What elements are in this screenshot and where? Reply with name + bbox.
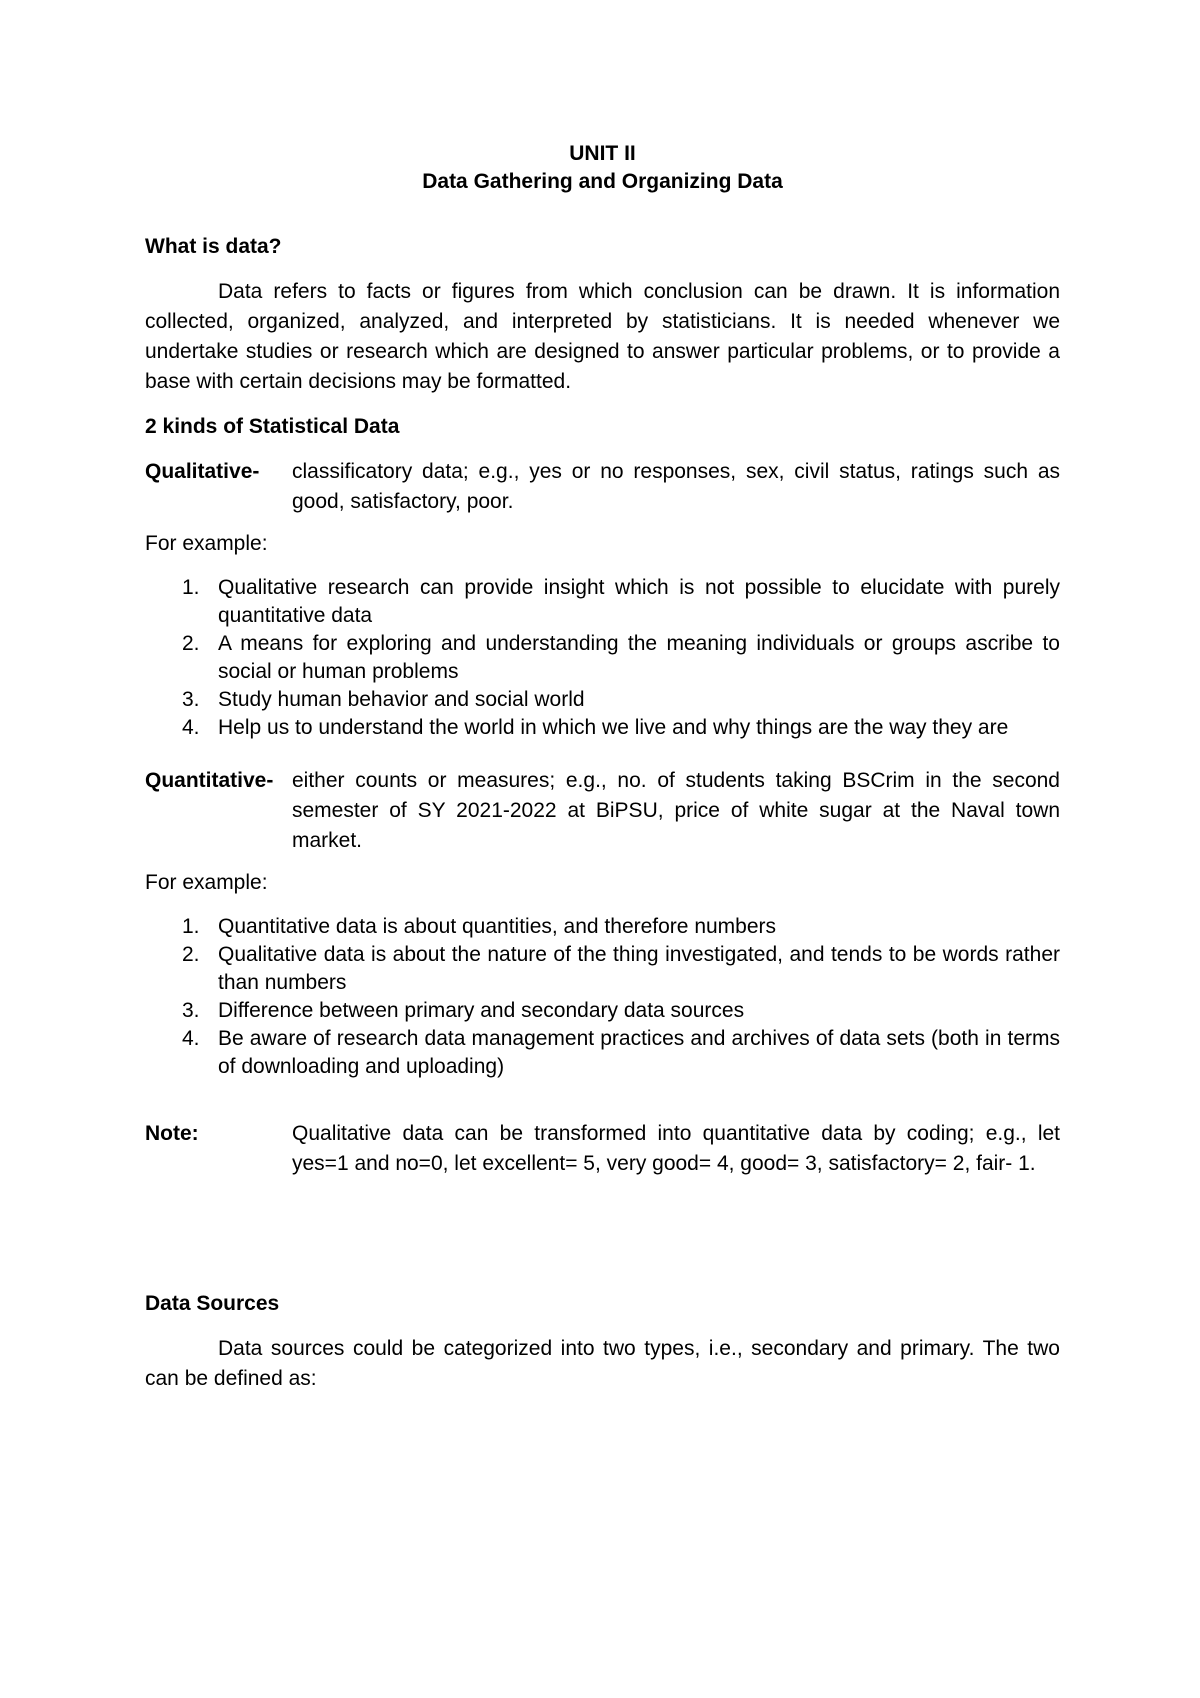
what-is-data-heading: What is data? <box>145 235 282 258</box>
list-number: 1. <box>182 576 200 599</box>
document-page <box>145 140 1060 1394</box>
note-term: Note: <box>145 1122 199 1145</box>
list-item-text: Qualitative data is about the nature of the thing investigated, and tends to be words rather than numbers <box>218 943 1060 994</box>
list-item-text: Qualitative research can provide insight which is not possible to elucidate with purely quantitative data <box>218 576 1060 627</box>
qualitative-text: classificatory data; e.g., yes or no responses, sex, civil status, ratings such as good, satisfactory, poor. <box>292 460 1060 513</box>
qualitative-examples-list <box>145 574 1060 742</box>
what-is-data-paragraph: Data refers to facts or figures from which conclusion can be drawn. It is information collected, organized, analyzed, and interpreted by statisticians. It is needed whenever we undertake studies or research which are designed to answer particular problems, or to provide a base with certain decisions may be formatted. <box>145 280 1060 393</box>
list-item <box>145 941 1060 997</box>
quantitative-term: Quantitative- <box>145 769 274 792</box>
kinds-heading: 2 kinds of Statistical Data <box>145 415 400 438</box>
list-number: 2. <box>182 632 200 655</box>
list-item <box>145 686 1060 714</box>
list-item <box>145 574 1060 630</box>
note-text: Qualitative data can be transformed into quantitative data by coding; e.g., let yes=1 and no=0, let excellent= 5, very good= 4, good= 3, satisfactory= 2, fair- 1. <box>292 1122 1060 1175</box>
list-item-text: Difference between primary and secondary data sources <box>218 999 745 1022</box>
list-number: 2. <box>182 943 200 966</box>
list-number: 1. <box>182 915 200 938</box>
unit-title: UNIT II <box>569 142 636 165</box>
list-item-text: Help us to understand the world in which we live and why things are the way they are <box>218 716 1009 739</box>
list-item <box>145 714 1060 742</box>
data-sources-paragraph: Data sources could be categorized into two types, i.e., secondary and primary. The two can be defined as: <box>145 1337 1060 1390</box>
list-number: 3. <box>182 688 200 711</box>
list-item <box>145 997 1060 1025</box>
list-item-text: Quantitative data is about quantities, and therefore numbers <box>218 915 777 938</box>
note-block <box>145 1119 1060 1179</box>
unit-subtitle: Data Gathering and Organizing Data <box>422 170 783 193</box>
quantitative-for-example: For example: <box>145 871 268 894</box>
qualitative-definition <box>145 457 1060 517</box>
list-item <box>145 630 1060 686</box>
list-item-text: Study human behavior and social world <box>218 688 585 711</box>
quantitative-definition <box>145 766 1060 856</box>
list-item-text: A means for exploring and understanding the meaning individuals or groups ascribe to social or human problems <box>218 632 1060 683</box>
list-number: 4. <box>182 1027 200 1050</box>
list-item-text: Be aware of research data management practices and archives of data sets (both in terms of downloading and uploading) <box>218 1027 1060 1078</box>
list-number: 4. <box>182 716 200 739</box>
data-sources-heading: Data Sources <box>145 1292 280 1315</box>
list-item <box>145 1025 1060 1081</box>
list-number: 3. <box>182 999 200 1022</box>
quantitative-examples-list <box>145 913 1060 1081</box>
qualitative-for-example: For example: <box>145 532 268 555</box>
list-item <box>145 913 1060 941</box>
qualitative-term: Qualitative- <box>145 460 260 483</box>
quantitative-text: either counts or measures; e.g., no. of students taking BSCrim in the second semester of SY 2021-2022 at BiPSU, price of white sugar at the Naval town market. <box>292 769 1060 852</box>
